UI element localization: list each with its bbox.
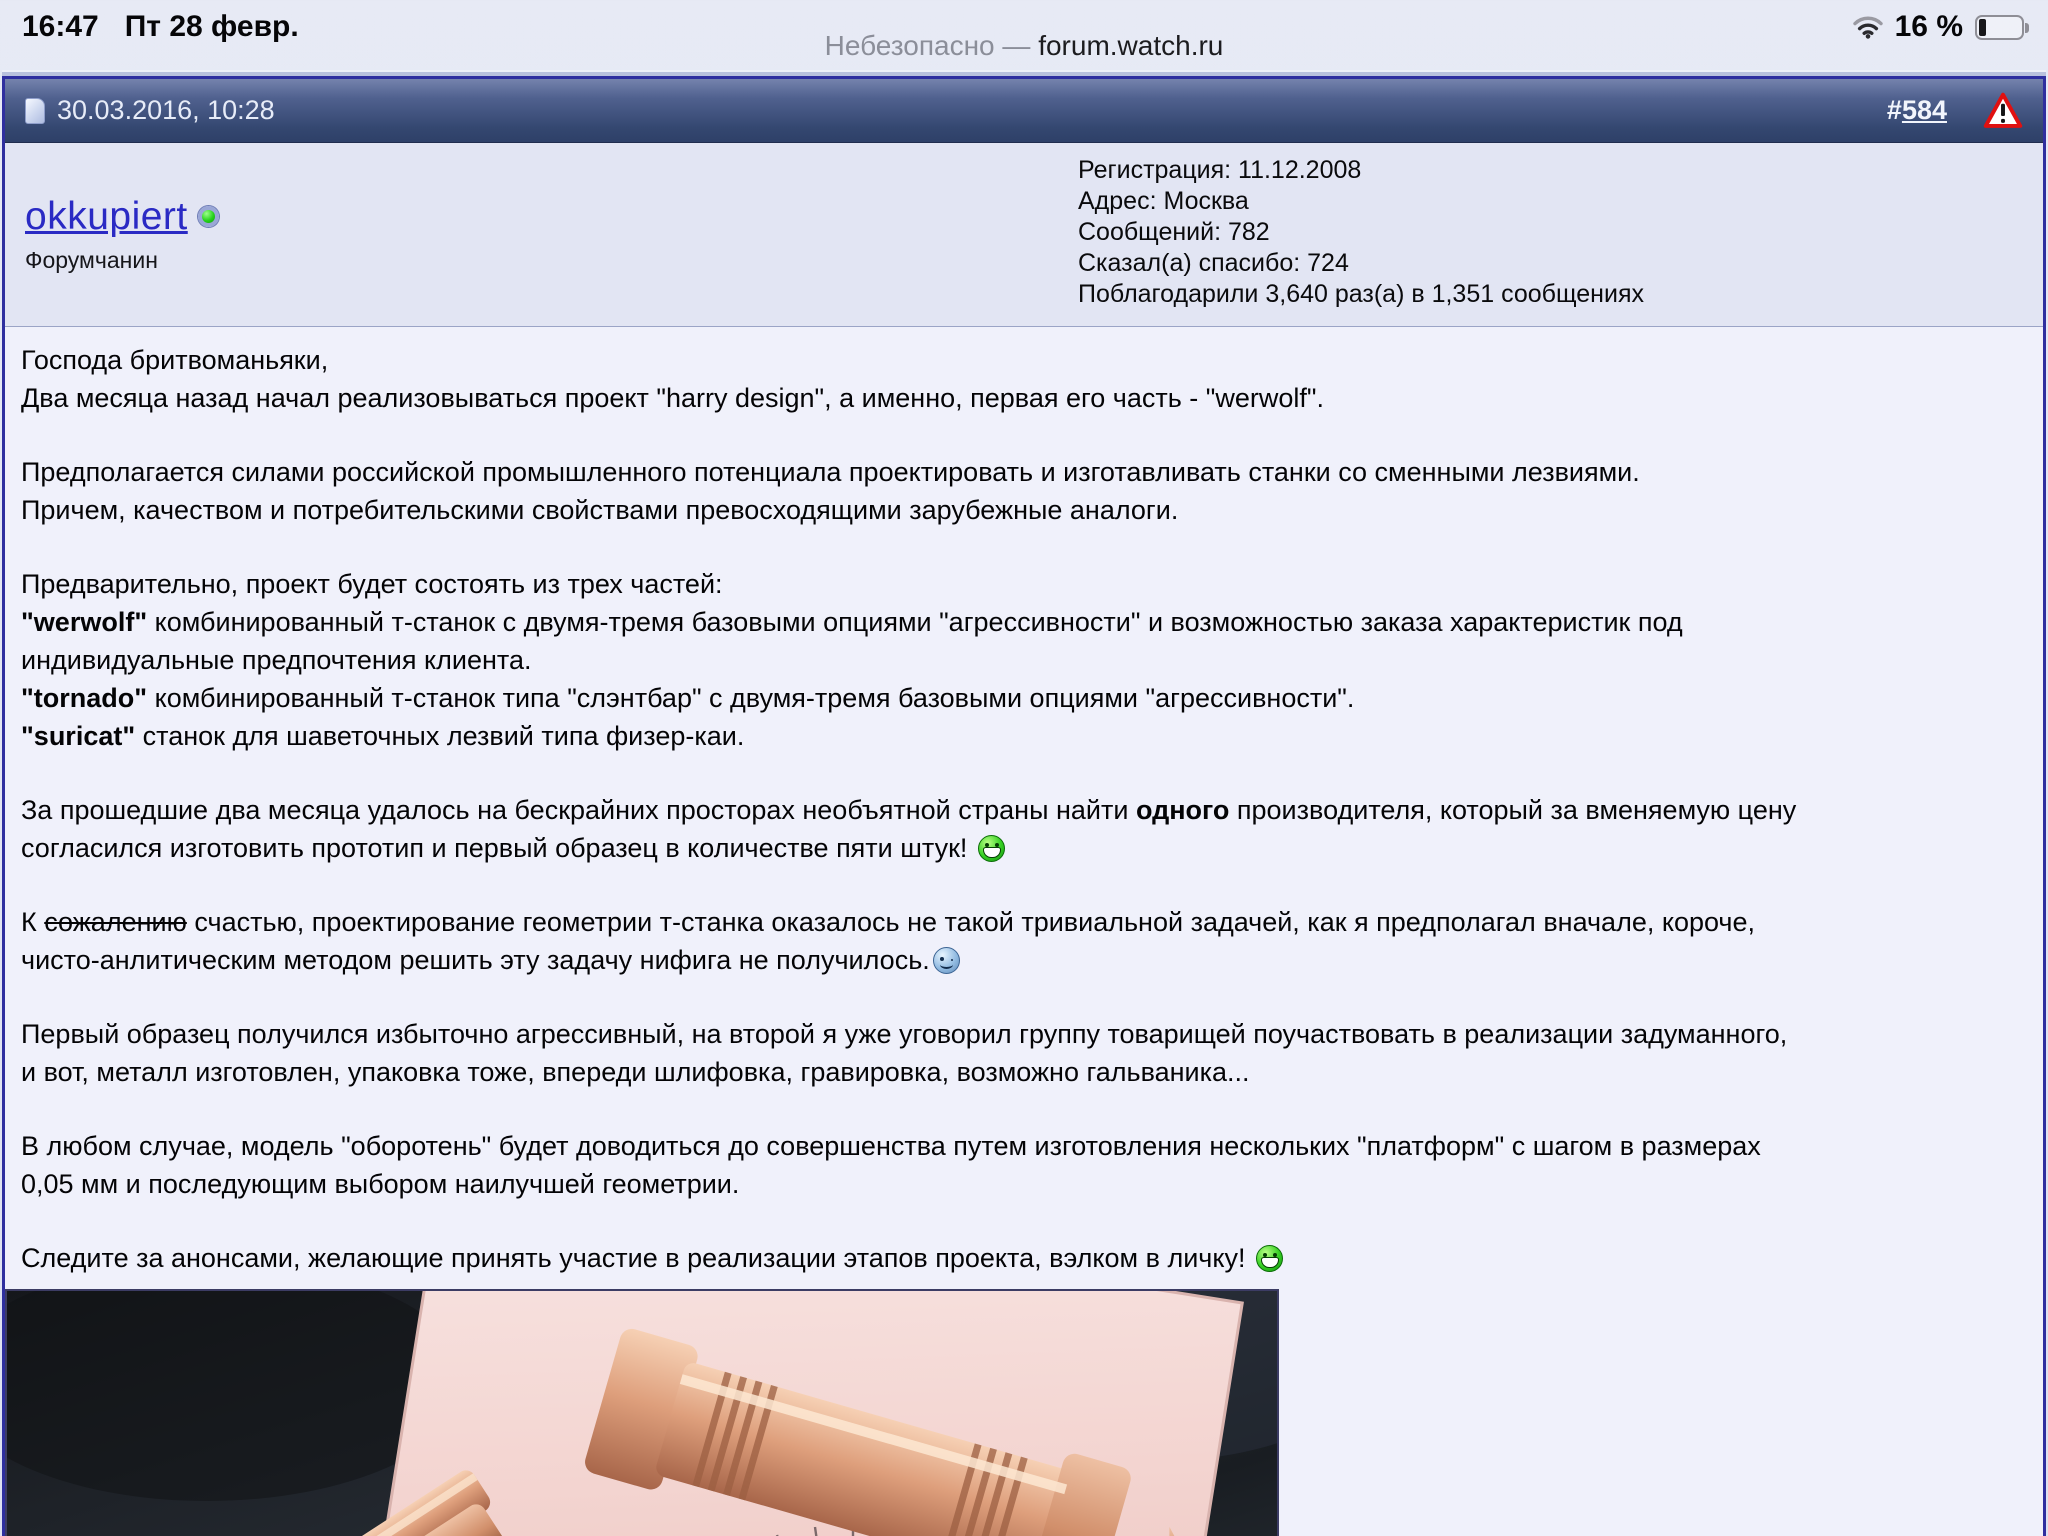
status-time: 16:47 — [22, 10, 99, 43]
post-paragraph: Предполагается силами российской промышленного потенциала проектировать и изготавливать станки со сменными лезвиями. Причем, качеством и потребительскими свойствами превосходящими зарубежные аналоги. — [21, 457, 1640, 525]
grin-emoji-icon — [978, 835, 1005, 862]
grin-emoji-icon — [1256, 1245, 1283, 1272]
post-date: 30.03.2016, 10:28 — [57, 95, 275, 125]
post-header-left — [25, 95, 275, 126]
security-warning-label: Небезопасно — — [824, 30, 1039, 61]
post-number-hash: # — [1886, 95, 1902, 125]
post-paragraph: Предварительно, проект будет состоять из трех частей: "werwolf" комбинированный т-станок с двумя-тремя базовыми опциями "агрессивности" и возможностью заказа характеристик под индивидуальные предпочтения клиента. "tornado" комбинированный т-станок типа "слэнтбар" с двумя-тремя базовыми опциями "агрессивности". "suricat" станок для шаветочных лезвий типа физер-каи. — [21, 569, 1683, 751]
post-body — [5, 327, 2043, 1277]
post-header-right — [1887, 92, 2023, 129]
user-stats — [1078, 151, 2023, 312]
post-paragraph: За прошедшие два месяца удалось на бескрайних просторах необъятной страны найти одного производителя, который за вменяемую цену согласился изготовить прототип и первый образец в количестве пяти штук! — [21, 795, 1797, 863]
forum-post-frame — [2, 76, 2046, 1536]
post-paragraph: К сожалению счастью, проектирование геометрии т-станка оказалось не такой тривиальной задачей, как я предполагал вначале, короче, чисто-анлитическим методом решить эту задачу нифига не получилось. — [21, 907, 1756, 975]
site-domain: forum.watch.ru — [1038, 30, 1224, 61]
user-stat-line: Поблагодарили 3,640 раз(а) в 1,351 сообщениях — [1078, 280, 1644, 308]
user-stat-line: Сообщений: 782 — [1078, 218, 1270, 246]
user-info-panel — [5, 143, 2043, 327]
status-date: Пт 28 февр. — [124, 10, 299, 43]
wink-emoji-icon — [933, 947, 960, 974]
post-paragraph: Первый образец получился избыточно агрессивный, на второй я уже уговорил группу товарищей поучаствовать в реализации задуманного, и вот, металл изготовлен, упаковка тоже, впереди шлифовка, гравировка, возможно гальваника... — [21, 1019, 1788, 1087]
report-post-button[interactable] — [1983, 92, 2023, 129]
user-rank-label: Форумчанин — [25, 247, 158, 273]
post-number: 584 — [1901, 95, 1947, 125]
document-icon — [25, 98, 45, 124]
post-paragraph: Следите за анонсами, желающие принять участие в реализации этапов проекта, вэлком в личку! — [21, 1239, 2027, 1277]
user-identity — [25, 151, 219, 312]
post-header-bar — [5, 79, 2043, 143]
post-paragraph: Господа бритвоманьяки, Два месяца назад начал реализовываться проект "harry design", а именно, первая его часть - "werwolf". — [21, 345, 1324, 413]
user-stat-line: Регистрация: 11.12.2008 — [1078, 156, 1362, 184]
battery-percent: 16 % — [1894, 10, 1963, 43]
user-stat-line: Сказал(а) спасибо: 724 — [1078, 249, 1349, 277]
user-stat-line: Адрес: Москва — [1078, 187, 1249, 215]
attachment-photo[interactable] — [5, 1289, 1279, 1536]
post-number-link[interactable] — [1887, 95, 1947, 126]
username-link[interactable]: okkupiert — [25, 195, 188, 238]
browser-title-bar — [0, 30, 2048, 62]
online-status-icon — [198, 206, 219, 227]
post-paragraph: В любом случае, модель "оборотень" будет доводиться до совершенства путем изготовления нескольких "платформ" с шагом в размерах 0,05 мм и последующим выбором наилучшей геометрии. — [21, 1131, 1761, 1199]
